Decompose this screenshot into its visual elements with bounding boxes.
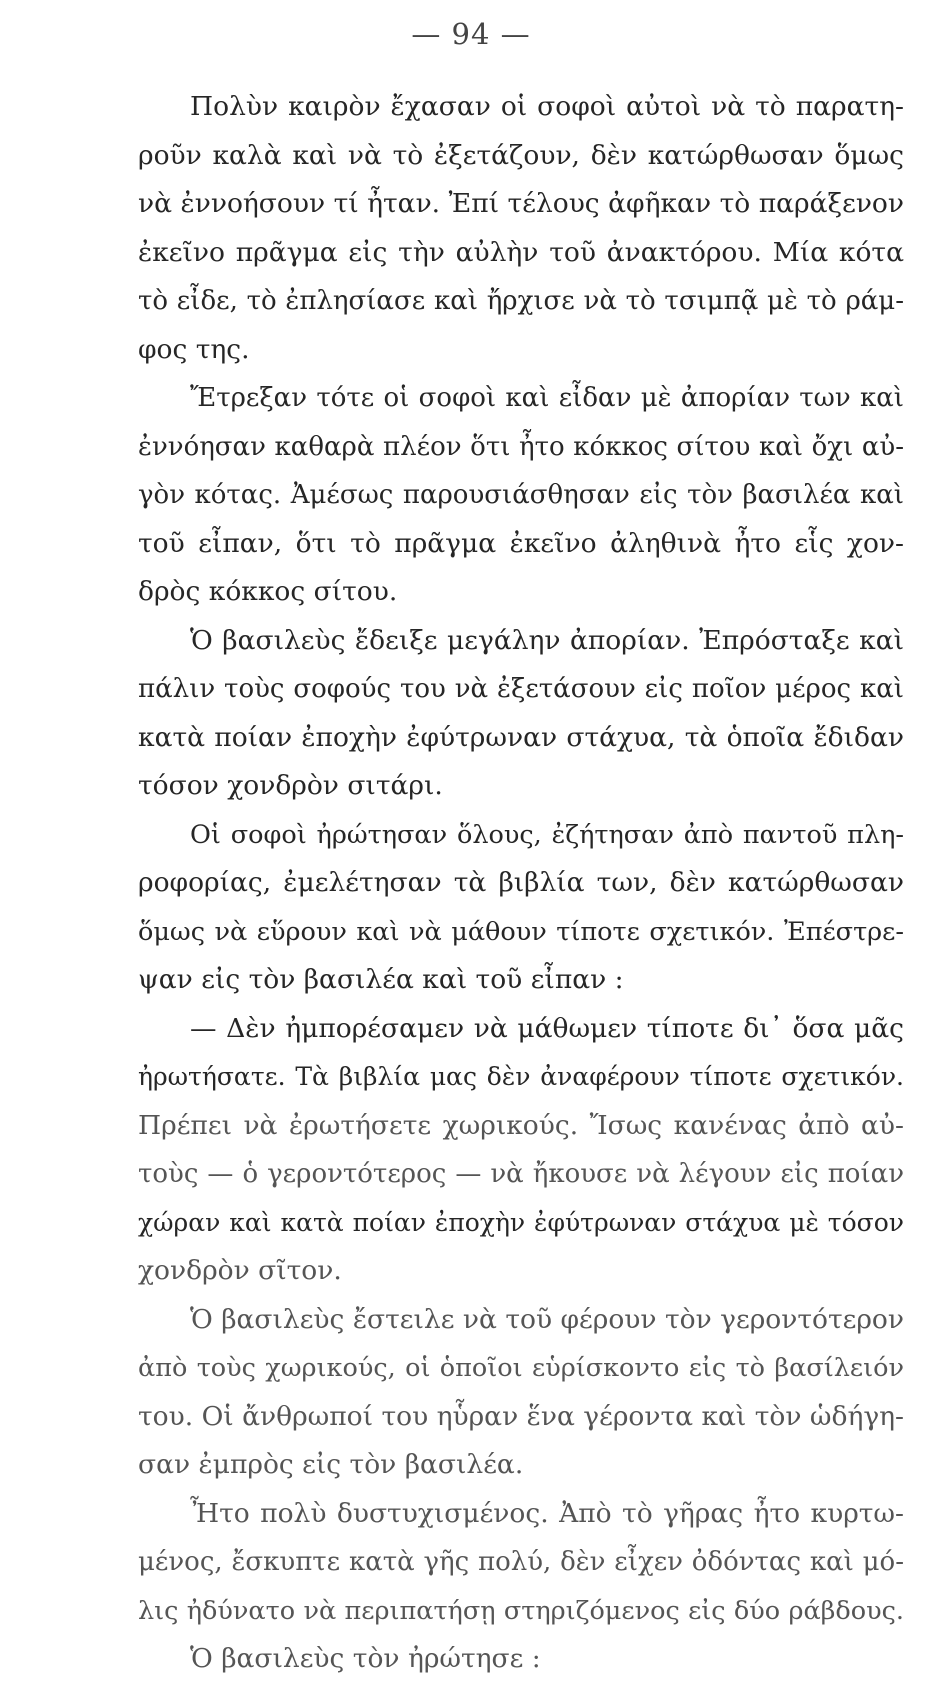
text-line: μένος, ἔσκυπτε κατὰ γῆς πολύ, δὲν εἶχεν ὀδόντας καὶ μό- xyxy=(138,1547,904,1577)
text-line: — Δὲν ἠμπορέσαμεν νὰ μάθωμεν τίποτε δι᾽ ὅσα μᾶς xyxy=(190,1012,904,1044)
text-line: ἐννόησαν καθαρὰ πλέον ὅτι ἦτο κόκκος σίτου καὶ ὄχι αὐ- xyxy=(138,431,904,462)
text-line: Ὁ βασιλεὺς ἔστειλε νὰ τοῦ φέρουν τὸν γεροντότερον xyxy=(190,1303,904,1335)
text-line: τοῦ εἶπαν, ὅτι τὸ πρᾶγμα ἐκεῖνο ἀληθινὰ ἦτο εἷς χον- xyxy=(138,527,904,559)
text-line: δρὸς κόκκος σίτου. xyxy=(138,576,398,607)
text-line: χονδρὸν σῖτον. xyxy=(138,1255,342,1286)
text-line: ἠρωτήσατε. Τὰ βιβλία μας δὲν ἀναφέρουν τίποτε σχετικόν. xyxy=(138,1062,904,1091)
text-line: λις ἠδύνατο νὰ περιπατήσῃ στηριζόμενος εἰς δύο ράβδους. xyxy=(138,1595,904,1626)
body-text xyxy=(138,83,904,1684)
text-line: ἐκεῖνο πρᾶγμα εἰς τὴν αὐλὴν τοῦ ἀνακτόρου. Μία κότα xyxy=(138,236,904,268)
text-line: Ἔτρεξαν τότε οἱ σοφοὶ καὶ εἶδαν μὲ ἀπορίαν των καὶ xyxy=(190,383,904,413)
text-line: του. Οἱ ἄνθρωποί του ηὗραν ἕνα γέροντα καὶ τὸν ὡδήγη- xyxy=(138,1400,904,1432)
text-line: τὸ εἶδε, τὸ ἐπλησίασε καὶ ἤρχισε νὰ τὸ τσιμπᾷ μὲ τὸ ράμ- xyxy=(138,286,904,316)
text-line: χώραν καὶ κατὰ ποίαν ἐποχὴν ἐφύτρωναν στάχυα μὲ τόσον xyxy=(138,1207,904,1237)
text-line: νὰ ἐννοήσουν τί ἦταν. Ἐπί τέλους ἀφῆκαν τὸ παράξενον xyxy=(138,188,904,219)
text-line: τοὺς — ὁ γεροντότερος — νὰ ἤκουσε νὰ λέγουν εἰς ποίαν xyxy=(138,1159,904,1189)
text-line: πάλιν τοὺς σοφούς του νὰ ἐξετάσουν εἰς ποῖον μέρος καὶ xyxy=(138,674,904,704)
text-line: κατὰ ποίαν ἐποχὴν ἐφύτρωναν στάχυα, τὰ ὁποῖα ἔδιδαν xyxy=(138,721,904,753)
text-line: Οἱ σοφοὶ ἠρώτησαν ὅλους, ἐζήτησαν ἀπὸ παντοῦ πλη- xyxy=(190,819,904,850)
text-line: ὅμως νὰ εὕρουν καὶ νὰ μάθουν τίποτε σχετικόν. Ἐπέστρε- xyxy=(138,916,904,947)
text-line: Ὁ βασιλεὺς τὸν ἠρώτησε : xyxy=(190,1643,541,1674)
text-line: Πολὺν καιρὸν ἔχασαν οἱ σοφοὶ αὐτοὶ νὰ τὸ παρατη- xyxy=(190,91,904,122)
page-number: — 94 — xyxy=(411,17,531,51)
text-line: σαν ἐμπρὸς εἰς τὸν βασιλέα. xyxy=(138,1449,524,1480)
text-line: ψαν εἰς τὸν βασιλέα καὶ τοῦ εἶπαν : xyxy=(138,964,624,995)
text-line: Πρέπει νὰ ἐρωτήσετε χωρικούς. Ἴσως κανένας ἀπὸ αὐ- xyxy=(138,1109,904,1141)
text-line: Ὁ βασιλεὺς ἔδειξε μεγάλην ἀπορίαν. Ἐπρόσταξε καὶ xyxy=(190,624,904,656)
text-line: τόσον χονδρὸν σιτάρι. xyxy=(138,770,443,801)
text-line: ἀπὸ τοὺς χωρικούς, οἱ ὁποῖοι εὑρίσκοντο εἰς τὸ βασίλειόν xyxy=(138,1353,904,1383)
text-line: φος της. xyxy=(138,333,250,365)
text-line: ροφορίας, ἐμελέτησαν τὰ βιβλία των, δὲν κατώρθωσαν xyxy=(138,867,904,898)
text-line: Ἦτο πολὺ δυστυχισμένος. Ἀπὸ τὸ γῆρας ἦτο κυρτω- xyxy=(190,1497,904,1529)
text-line: ροῦν καλὰ καὶ νὰ τὸ ἐξετάζουν, δὲν κατώρθωσαν ὅμως xyxy=(138,139,904,171)
text-line: γὸν κότας. Ἀμέσως παρουσιάσθησαν εἰς τὸν βασιλέα καὶ xyxy=(138,480,904,510)
